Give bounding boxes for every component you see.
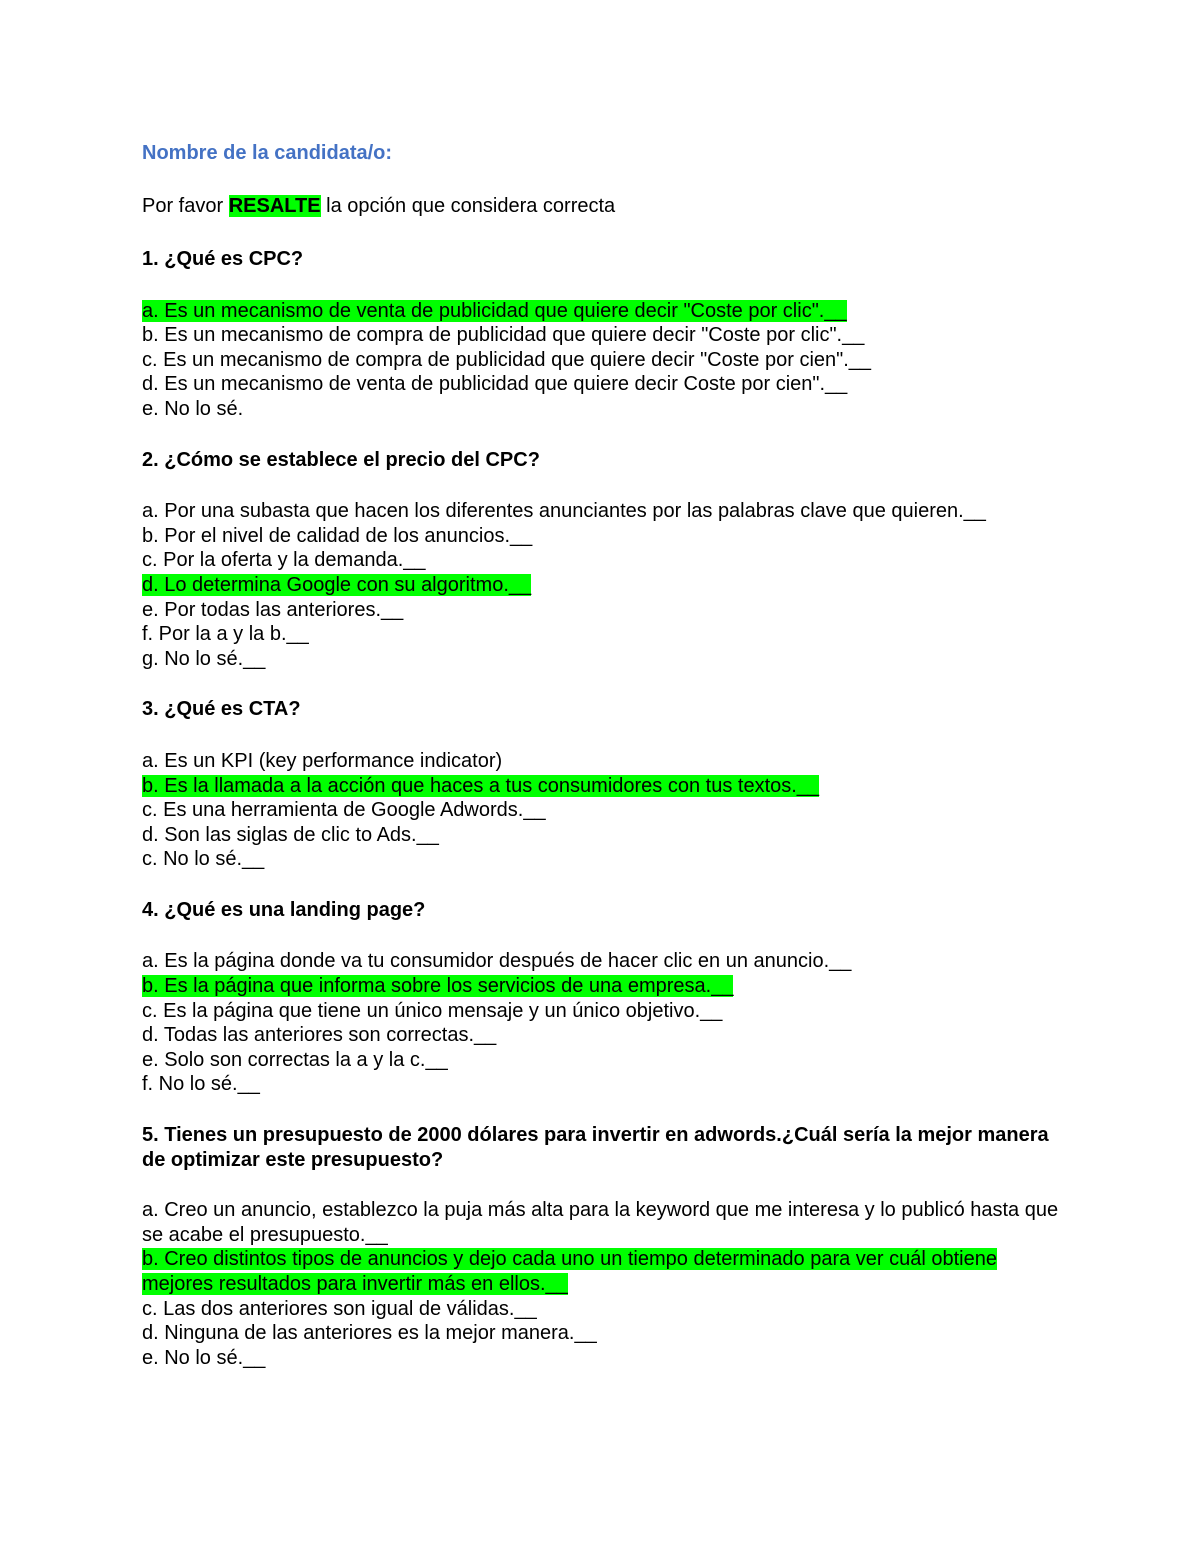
answer-option[interactable] — [142, 1198, 1072, 1247]
answer-option-text: b. Es la página que informa sobre los servicios de una empresa.__ — [142, 975, 734, 998]
answer-option-text: b. Por el nivel de calidad de los anuncios.__ — [142, 524, 533, 547]
candidate-name-label: Nombre de la candidata/o: — [142, 142, 393, 164]
answer-option[interactable] — [142, 1247, 1072, 1296]
answer-option-text: e. Solo son correctas la a y la c.__ — [142, 1048, 448, 1071]
answer-option-text: f. Por la a y la b.__ — [142, 623, 309, 646]
answer-option[interactable] — [142, 323, 1072, 348]
answer-option[interactable] — [142, 1321, 1072, 1346]
answer-option[interactable] — [142, 949, 1072, 974]
answer-option-text: c. Es la página que tiene un único mensaje y un único objetivo.__ — [142, 999, 723, 1022]
answer-option-text: a. Es un KPI (key performance indicator) — [142, 749, 503, 772]
answer-option-text: g. No lo sé.__ — [142, 647, 266, 670]
answer-option-text: e. No lo sé.__ — [142, 1346, 266, 1369]
answer-option-text: e. Por todas las anteriores.__ — [142, 598, 404, 621]
answer-option-text: d. Lo determina Google con su algoritmo.__ — [142, 573, 532, 596]
answer-option-text: d. Todas las anteriores son correctas.__ — [142, 1024, 497, 1047]
answer-option-text: a. Creo un anuncio, establezco la puja más alta para la keyword que me interesa y lo publicó hasta que se acabe el presupuesto.__ — [142, 1199, 1059, 1246]
answer-option[interactable] — [142, 1072, 1072, 1097]
answer-option[interactable] — [142, 299, 1072, 324]
answer-option[interactable] — [142, 1048, 1072, 1073]
instruction-after: la opción que considera correcta — [320, 195, 616, 217]
answer-option-text: a. Por una subasta que hacen los diferentes anunciantes por las palabras clave que quieren.__ — [142, 500, 986, 523]
answer-option[interactable] — [142, 348, 1072, 373]
answer-option-text: b. Es la llamada a la acción que haces a tus consumidores con tus textos.__ — [142, 774, 820, 797]
question-1 — [142, 247, 1072, 422]
answer-option-text: b. Creo distintos tipos de anuncios y dejo cada uno un tiempo determinado para ver cuál obtiene mejores resultados para invertir más en ellos.__ — [142, 1248, 997, 1295]
answer-option[interactable] — [142, 548, 1072, 573]
answer-option[interactable] — [142, 372, 1072, 397]
answer-option-text: d. Es un mecanismo de venta de publicidad que quiere decir Coste por cien".__ — [142, 373, 848, 396]
question-4 — [142, 898, 1072, 1097]
question-title: 1. ¿Qué es CPC? — [142, 248, 304, 270]
answer-option[interactable] — [142, 1023, 1072, 1048]
answer-option-text: b. Es un mecanismo de compra de publicidad que quiere decir "Coste por clic".__ — [142, 324, 865, 347]
answer-option-text: c. Por la oferta y la demanda.__ — [142, 549, 426, 572]
instruction-line — [142, 193, 1072, 219]
question-title: 4. ¿Qué es una landing page? — [142, 898, 426, 921]
answer-option[interactable] — [142, 847, 1072, 872]
question-5 — [142, 1123, 1072, 1370]
answer-option-text: c. Es una herramienta de Google Adwords.__ — [142, 799, 546, 822]
instruction-before: Por favor — [142, 195, 229, 217]
answer-option[interactable] — [142, 974, 1072, 999]
question-title: 5. Tienes un presupuesto de 2000 dólares para invertir en adwords.¿Cuál sería la mejor manera de optimizar este presupuesto? — [142, 1124, 1049, 1171]
quiz-document — [142, 138, 1072, 1396]
answer-option[interactable] — [142, 647, 1072, 672]
question-title: 3. ¿Qué es CTA? — [142, 698, 301, 721]
answer-option-text: c. Es un mecanismo de compra de publicidad que quiere decir "Coste por cien".__ — [142, 348, 872, 371]
answer-option-text: a. Es un mecanismo de venta de publicidad que quiere decir "Coste por clic".__ — [142, 299, 847, 322]
answer-option[interactable] — [142, 499, 1072, 524]
question-2 — [142, 448, 1072, 672]
answer-option[interactable] — [142, 798, 1072, 823]
answer-option-text: d. Ninguna de las anteriores es la mejor manera.__ — [142, 1322, 597, 1345]
instruction-highlight-word: RESALTE — [228, 195, 321, 217]
answer-option[interactable] — [142, 622, 1072, 647]
answer-option[interactable] — [142, 1346, 1072, 1371]
answer-option[interactable] — [142, 1297, 1072, 1322]
answer-option[interactable] — [142, 573, 1072, 598]
question-title: 2. ¿Cómo se establece el precio del CPC? — [142, 448, 540, 471]
answer-option[interactable] — [142, 999, 1072, 1024]
answer-option[interactable] — [142, 524, 1072, 549]
question-3 — [142, 697, 1072, 872]
answer-option-text: a. Es la página donde va tu consumidor después de hacer clic en un anuncio.__ — [142, 950, 852, 973]
answer-option[interactable] — [142, 397, 1072, 422]
answer-option[interactable] — [142, 823, 1072, 848]
answer-option-text: c. Las dos anteriores son igual de válidas.__ — [142, 1297, 537, 1320]
answer-option-text: c. No lo sé.__ — [142, 848, 265, 871]
answer-option-text: d. Son las siglas de clic to Ads.__ — [142, 823, 439, 846]
answer-option[interactable] — [142, 749, 1072, 774]
answer-option-text: e. No lo sé. — [142, 397, 244, 420]
answer-option[interactable] — [142, 774, 1072, 799]
answer-option-text: f. No lo sé.__ — [142, 1073, 260, 1096]
answer-option[interactable] — [142, 598, 1072, 623]
